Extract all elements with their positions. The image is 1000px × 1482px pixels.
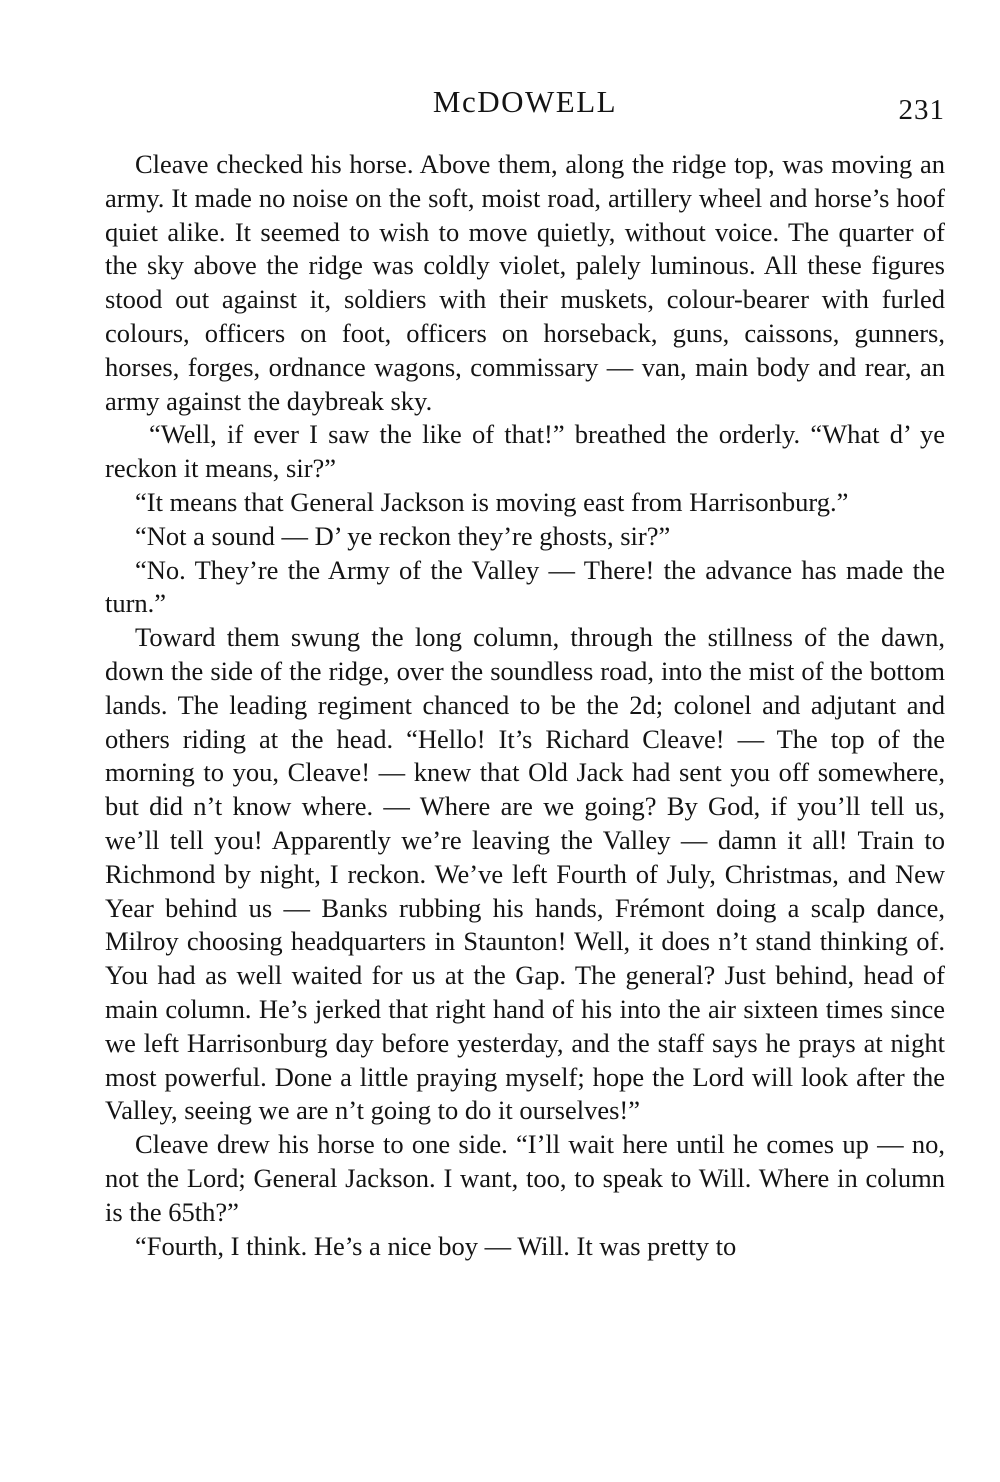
paragraph: “Well, if ever I saw the like of that!” breathed the orderly. “What d’ ye reckon it means, sir?” xyxy=(105,419,945,484)
paragraph: “Not a sound — D’ ye reckon they’re ghosts, sir?” xyxy=(135,520,671,551)
running-head xyxy=(105,82,945,126)
paragraph: “No. They’re the Army of the Valley — There! the advance has made the turn.” xyxy=(105,554,945,619)
body-text xyxy=(105,148,945,1263)
paragraph: “Fourth, I think. He’s a nice boy — Will. It was pretty to xyxy=(135,1230,737,1261)
paragraph: Cleave drew his horse to one side. “I’ll wait here until he comes up — no, not the Lord; General Jackson. I want, too, to speak to Will. Where in column is the 65th?” xyxy=(105,1129,945,1227)
paragraph: Toward them swung the long column, through the stillness of the dawn, down the side of the ridge, over the soundless road, into the mist of the bottom lands. The leading regiment chanced to be the 2d; colonel and adjutant and others riding at the head. “Hello! It’s Richard Cleave! — The top of the morning to you, Cleave! — knew that Old Jack had sent you off somewhere, but did n’t know where. — Where are we going? By God, if you’ll tell us, we’ll tell you! Apparently we’re leaving the Valley — damn it all! Train to Richmond by night, I reckon. We’ve left Fourth of July, Christmas, and New Year behind us — Banks rubbing his hands, Frémont doing a scalp dance, Milroy choosing headquarters in Staunton! Well, it does n’t stand thinking of. You had as well waited for us at the Gap. The general? Just behind, head of main column. He’s jerked that right hand of his into the air sixteen times since we left Harrisonburg day before yesterday, and the staff says he prays at night most powerful. Done a little praying myself; hope the Lord will look after the Valley, seeing we are n’t going to do it ourselves!” xyxy=(105,622,945,1126)
paragraph: “It means that General Jackson is moving east from Harrisonburg.” xyxy=(135,486,849,517)
page-number: 231 xyxy=(898,94,945,126)
paragraph: Cleave checked his horse. Above them, along the ridge top, was moving an army. It made no noise on the soft, moist road, artillery wheel and horse’s hoof quiet alike. It seemed to wish to move quietly, without voice. The quarter of the sky above the ridge was coldly violet, palely luminous. All these figures stood out against it, soldiers with their muskets, colour-bearer with furled colours, officers on foot, officers on horseback, guns, caissons, gunners, horses, forges, ordnance wagons, commissary — van, main body and rear, an army against the daybreak sky. xyxy=(105,149,945,416)
chapter-title: McDOWELL xyxy=(432,84,618,119)
